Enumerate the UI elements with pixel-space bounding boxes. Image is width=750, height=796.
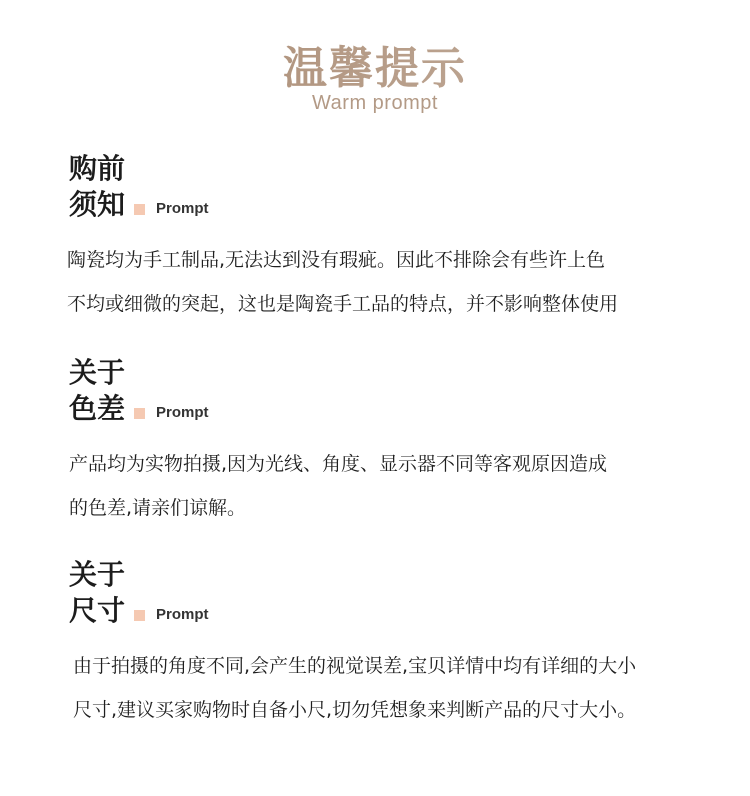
- heading-line-1: 购前: [69, 152, 126, 185]
- body-line: 产品均为实物拍摄,因为光线、角度、显示器不同等客观原因造成: [69, 453, 608, 475]
- heading-line-1: 关于: [69, 356, 126, 389]
- body-line: 陶瓷均为手工制品,无法达到没有瑕疵。因此不排除会有些许上色: [67, 249, 606, 271]
- page-title: 温馨提示: [0, 32, 750, 96]
- square-bullet-icon: [134, 204, 145, 215]
- prompt-tag: [134, 395, 209, 431]
- heading-line-2: 色差: [69, 392, 126, 425]
- prompt-tag: [134, 597, 209, 633]
- section-heading: [69, 557, 209, 629]
- section-body: [73, 647, 636, 729]
- prompt-tag-label: Prompt: [156, 200, 209, 217]
- body-line: 尺寸,建议买家购物时自备小尺,切勿凭想象来判断产品的尺寸大小。: [73, 699, 637, 721]
- heading-line-2: 须知: [69, 188, 126, 221]
- heading-line-2: 尺寸: [69, 594, 126, 627]
- heading-line-1: 关于: [69, 558, 126, 591]
- section-body: [69, 445, 607, 527]
- body-line: 由于拍摄的角度不同,会产生的视觉误差,宝贝详情中均有详细的大小: [73, 655, 637, 677]
- square-bullet-icon: [134, 408, 145, 419]
- page-subtitle: Warm prompt: [312, 92, 438, 114]
- prompt-tag: [134, 191, 209, 227]
- section-heading: [69, 151, 209, 223]
- section-body: [67, 241, 618, 323]
- prompt-tag-label: Prompt: [156, 404, 209, 421]
- body-line: 的色差,请亲们谅解。: [69, 497, 247, 519]
- square-bullet-icon: [134, 610, 145, 621]
- prompt-tag-label: Prompt: [156, 606, 209, 623]
- body-line: 不均或细微的突起，这也是陶瓷手工品的特点，并不影响整体使用: [67, 293, 619, 315]
- section-heading: [69, 355, 209, 427]
